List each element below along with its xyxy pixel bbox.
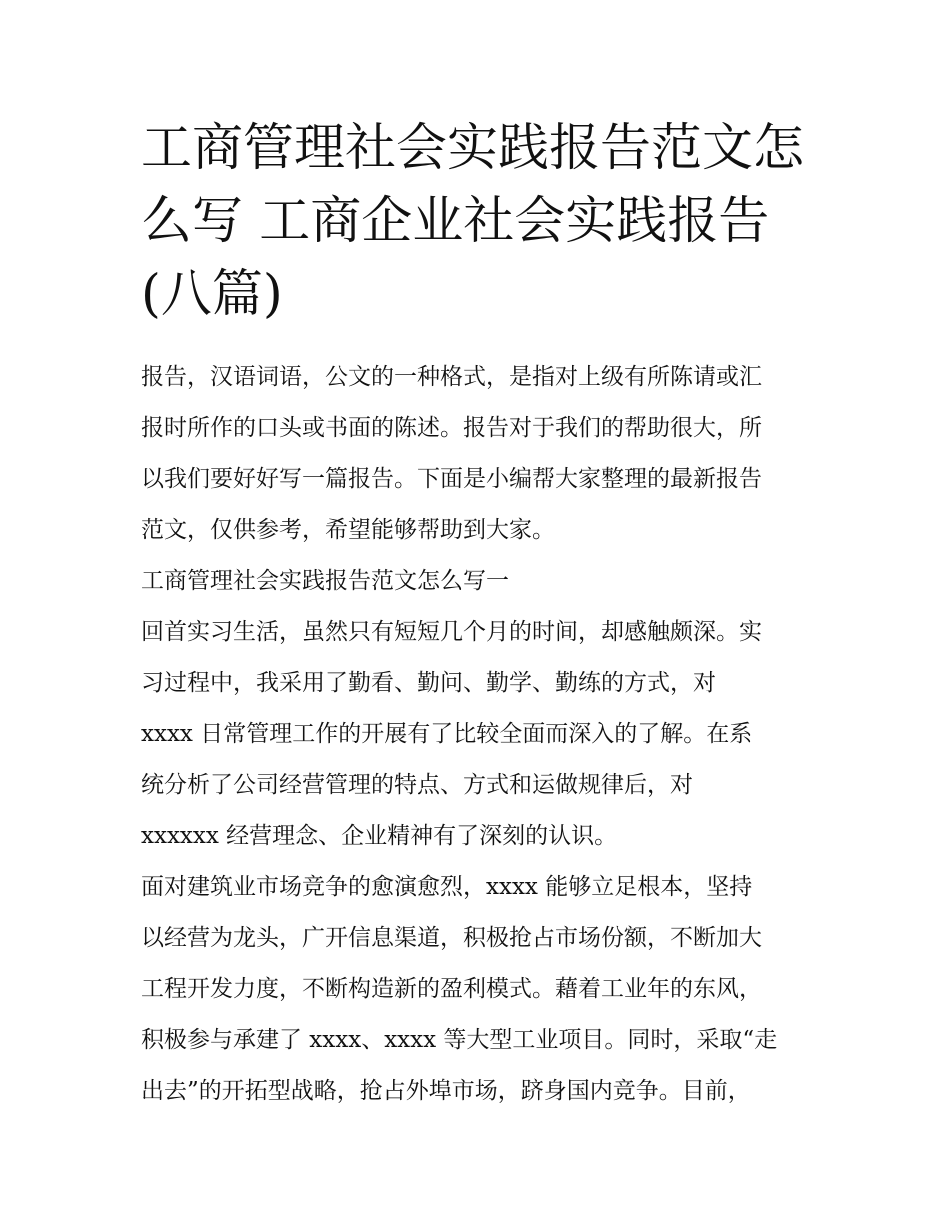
paragraph-line: 以经营为龙头，广开信息渠道，积极抢占市场份额，不断加大 xyxy=(141,925,762,951)
document-title xyxy=(141,112,821,331)
paragraph-line: 习过程中，我采用了勤看、勤问、勤学、勤练的方式，对 xyxy=(141,670,716,696)
paragraph-line: 出去”的开拓型战略，抢占外埠市场，跻身国内竞争。目前， xyxy=(141,1078,751,1104)
paragraph-intro-line: 范文，仅供参考，希望能够帮助到大家。 xyxy=(141,517,555,543)
title-line: 么写 工商企业社会实践报告 xyxy=(141,192,770,251)
paragraph-intro-line: 以我们要好好写一篇报告。下面是小编帮大家整理的最新报告 xyxy=(141,466,762,492)
section-heading: 工商管理社会实践报告范文怎么写一 xyxy=(141,568,509,594)
paragraph-intro-line: 报告，汉语词语，公文的一种格式，是指对上级有所陈请或汇 xyxy=(141,364,762,390)
title-line: 工商管理社会实践报告范文怎 xyxy=(141,119,805,178)
paragraph-line: 积极参与承建了 xxxx、xxxx 等大型工业项目。同时，采取“走 xyxy=(141,1027,778,1053)
paragraph-line: xxxxxx 经营理念、企业精神有了深刻的认识。 xyxy=(141,823,618,849)
paragraph-intro-line: 报时所作的口头或书面的陈述。报告对于我们的帮助很大，所 xyxy=(141,415,762,441)
paragraph-line: 工程开发力度，不断构造新的盈利模式。藉着工业年的东风， xyxy=(141,976,762,1002)
title-line: (八篇) xyxy=(141,265,283,324)
paragraph-line: 统分析了公司经营管理的特点、方式和运做规律后，对 xyxy=(141,772,693,798)
paragraph-line: xxxx 日常管理工作的开展有了比较全面而深入的了解。在系 xyxy=(141,721,753,747)
paragraph-line: 回首实习生活，虽然只有短短几个月的时间，却感触颇深。实 xyxy=(141,619,762,645)
document-body xyxy=(141,352,821,1117)
paragraph-line: 面对建筑业市场竞争的愈演愈烈，xxxx 能够立足根本，坚持 xyxy=(141,874,753,900)
